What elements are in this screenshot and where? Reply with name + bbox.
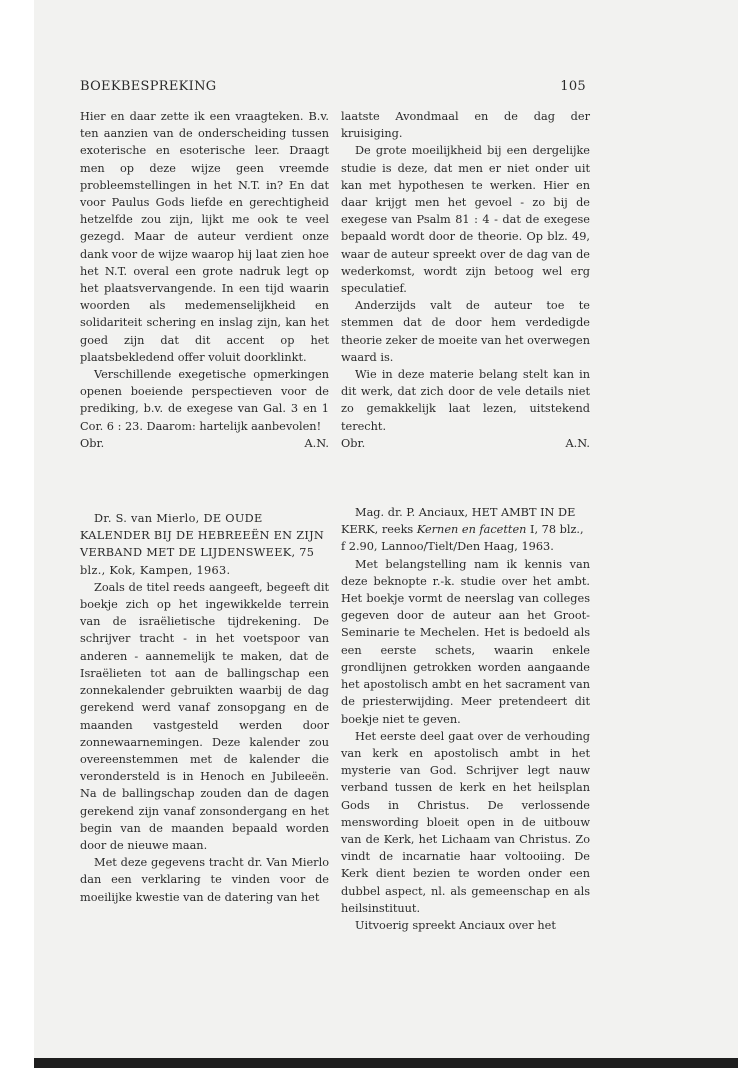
review2-paragraph: laatste Avondmaal en de dag der kruisiging. <box>341 110 590 141</box>
review1-paragraph: Hier en daar zette ik een vraagteken. B.v. ten aanzien van de onderscheiding tussen exoterische en esoterische leer. Draagt men op deze wijze geen vreemde probleemstellingen in het N.T. in? En dat voor Paulus Gods liefde en gerechtigheid hetzelfde zou zijn, lijkt me ook te veel gezegd. Maar de auteur verdient onze dank voor de wijze waarop hij laat zien hoe het N.T. overal een grote nadruk legt op het plaatsvervangende. In een tijd waarin woorden als medemenselijkheid en solidariteit schering en inslag zijn, kan het goed zijn dat dit accent op het plaatsbekledend offer voluit doorklinkt. <box>80 110 329 364</box>
review3-paragraph: Met belangstelling nam ik kennis van deze beknopte r.-k. studie over het ambt. Het boekje vormt de neerslag van colleges gegeven door de auteur aan het Groot-Seminarie te Mechelen. Het is bedoeld als een eerste schets, waarin enkele grondlijnen getrokken worden aangaande het apostolisch ambt en het sacrament van de priesterwijding. Meer pretendeert dit boekje niet te geven. <box>341 557 590 726</box>
review3-paragraph: Het eerste deel gaat over de verhouding van kerk en apostolisch ambt in het mysterie van God. Schrijver legt nauw verband tussen de kerk en het heilsplan Gods in Christus. De verlossende menswording bloeit open in de uitbouw van de Kerk, het Lichaam van Christus. Zo vindt de incarnatie haar voltooiing. De Kerk dient bezien te worden onder een dubbel aspect, nl. als gemeenschap en als heilsinstituut. <box>341 729 590 915</box>
review2-paragraph: Met deze gegevens tracht dr. Van Mierlo dan een verklaring te vinden voor de moeilijke kwestie van de datering van het <box>80 856 329 904</box>
review2-signature <box>341 435 590 452</box>
review1-paragraph: Verschillende exegetische opmerkingen openen boeiende perspectieven voor de prediking, b.v. de exegese van Gal. 3 en 1 Cor. 6 : 23. Daarom: hartelijk aanbevolen! <box>80 368 329 433</box>
signature-place: Obr. <box>341 436 366 450</box>
review1-signature <box>80 435 329 452</box>
right-column <box>341 108 590 934</box>
signature-initials: A.N. <box>565 436 590 450</box>
review2-paragraph: Zoals de titel reeds aangeeft, begeeft dit boekje zich op het ingewikkelde terrein van de israëlietische tijdrekening. De schrijver tracht - in het voetspoor van anderen - aannemelijk te maken, dat de Israëlieten tot aan de ballingschap een zonnekalender gebruikten waarbij de dag gerekend werd vanaf zonsopgang en de maanden vastgesteld werden door zonnewaarnemingen. Deze kalender zou overeenstemmen met de kalender die verondersteld is in Henoch en Jubileeën. Na de ballingschap zouden dan de dagen gerekend zijn vanaf zonsondergang en het begin van de maanden bepaald worden door de nieuwe maan. <box>80 580 329 852</box>
reference-series: Kernen en facetten <box>416 523 527 537</box>
left-column <box>80 108 329 906</box>
running-title: BOEKBESPREKING <box>80 79 217 94</box>
review2-reference: Dr. S. van Mierlo, DE OUDE KALENDER BIJ DE HEBREEËN EN ZIJN VERBAND MET DE LIJDENSWEEK, 75 blz., Kok, Kampen, 1963. <box>80 512 325 577</box>
review2-paragraph: Wie in deze materie belang stelt kan in dit werk, dat zich door de vele details niet zo gemakkelijk laat lezen, uitstekend terecht. <box>341 368 590 433</box>
review2-paragraph: De grote moeilijkheid bij een dergelijke studie is deze, dat men er niet onder uit kan met hypothesen te werken. Hier en daar krijgt men het gevoel - zo bij de exegese van Psalm 81 : 4 - dat de exegese bepaald wordt door de theorie. Op blz. 49, waar de auteur spreekt over de dag van de wederkomst, wordt zijn betoog wel erg speculatief. <box>341 144 590 296</box>
page-number: 105 <box>560 79 586 94</box>
reference-details: I, 78 blz., f 2.90, Lannoo/Tielt/Den Haag, 1963. <box>341 523 584 554</box>
review3-paragraph: Uitvoerig spreekt Anciaux over het <box>355 918 556 932</box>
signature-initials: A.N. <box>304 436 329 450</box>
scan-gutter <box>0 0 35 1068</box>
review3-reference <box>341 504 590 556</box>
review2-paragraph: Anderzijds valt de auteur toe te stemmen dat de door hem verdedigde theorie zeker de moeite van het overwegen waard is. <box>341 299 590 364</box>
scan-bottom-edge <box>34 1058 738 1068</box>
reference-author-title: Mag. dr. P. Anciaux, HET AMBT IN DE KERK, reeks <box>341 506 576 537</box>
signature-place: Obr. <box>80 436 105 450</box>
